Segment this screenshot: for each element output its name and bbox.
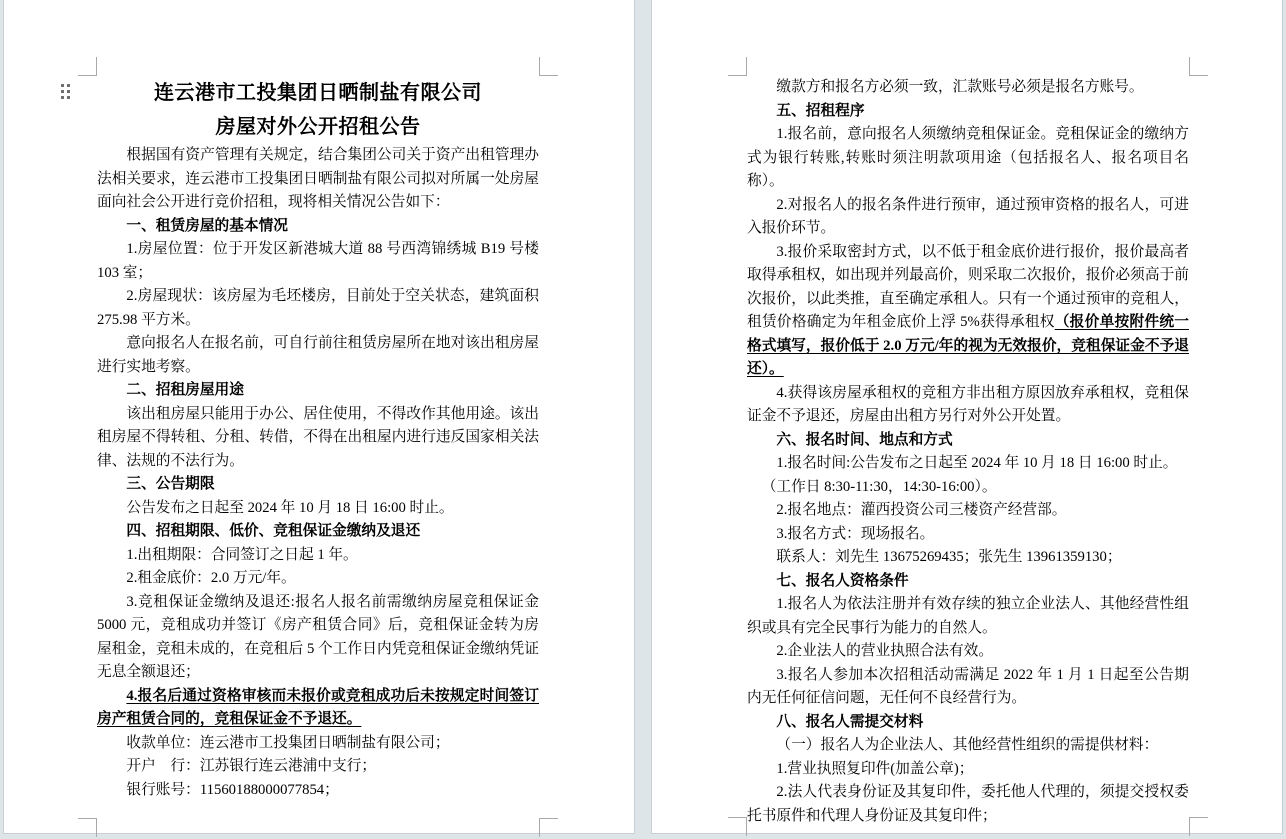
text-run: 二、招租房屋用途 [126, 382, 244, 398]
drag-handle-dot [67, 96, 70, 99]
page-2-paragraphs [747, 76, 1189, 828]
page-1-text [97, 76, 539, 802]
text-run: 开户 行：江苏银行连云港浦中支行； [126, 758, 377, 774]
text-boundary-mark-top-right-icon [1189, 57, 1208, 76]
text-run: 六、报名时间、地点和方式 [776, 431, 953, 448]
text-run: 一、租赁房屋的基本情况 [126, 217, 288, 234]
text-run: 2.法人代表身份证及其复印件，委托他人代理的，须提交授权委托书原件和代理人身份证及其复印件； [747, 784, 1189, 824]
page-1 [3, 0, 635, 834]
paragraph [747, 593, 1189, 640]
text-run: 2.对报名人的报名条件进行预审，通过预审资格的报名人，可进入报价环节。 [747, 196, 1189, 236]
text-run: 1.报名前，意向报名人须缴纳竞租保证金。竞租保证金的缴纳方式为银行转账,转账时须注明款项用途（包括报名人、报名项目名称）。 [747, 126, 1189, 189]
paragraph [747, 734, 1189, 758]
text-run: 缴款方和报名方必须一致，汇款账号必须是报名方账号。 [776, 79, 1144, 95]
text-run: 2.企业法人的营业执照合法有效。 [776, 643, 994, 659]
text-run: 2.租金底价：2.0 万元/年。 [126, 570, 296, 586]
drag-handle-dot [61, 90, 64, 93]
paragraph [97, 332, 539, 379]
text-run: 银行账号：11560188000077854； [126, 781, 339, 798]
text-run: 公告发布之日起至 2024 年 10 月 18 日 16:00 时止。 [126, 499, 454, 516]
paragraph [97, 520, 539, 544]
text-run: 4.获得该房屋承租权的竞租方非出租方原因放弃承租权，竞租保证金不予退还，房屋由出租方另行对外公开处置。 [747, 384, 1189, 424]
drag-handle-icon[interactable] [61, 84, 70, 100]
text-run: 收款单位：连云港市工投集团日晒制盐有限公司； [126, 734, 450, 751]
paragraph [747, 123, 1189, 194]
drag-handle-dot [67, 84, 70, 87]
text-run: 五、招租程序 [776, 102, 865, 119]
paragraph [97, 567, 539, 591]
paragraph [747, 382, 1189, 429]
doc-title-line-2: 房屋对外公开招租公告 [215, 116, 421, 138]
paragraph [747, 452, 1189, 476]
text-run: 3.报价采取密封方式，以不低于租金底价进行报价，报价最高者取得承租权，如出现并列最高价，则采取二次报价，报价必须高于前次报价，以此类推，直至确定承租人。只有一个通过预审的竞租人，租赁价格确定为年租金底价上浮 5%获得承租权 [747, 243, 1189, 330]
page-2 [651, 0, 1283, 834]
text-run: 八、报名人需提交材料 [776, 713, 924, 730]
text-run: 联系人：刘先生 13675269435；张先生 13961359130； [776, 549, 1122, 565]
page-1-paragraphs [97, 144, 539, 802]
text-boundary-mark-bottom-left-icon [78, 818, 97, 837]
text-run: （工作日 8:30-11:30，14:30-16:00）。 [761, 478, 997, 495]
paragraph [97, 732, 539, 756]
text-run: 3.报名方式：现场报名。 [776, 525, 935, 542]
text-run: 三、公告期限 [126, 476, 215, 492]
paragraph [747, 523, 1189, 547]
text-run: 根据国有资产管理有关规定，结合集团公司关于资产出租管理办法相关要求，连云港市工投集团日晒制盐有限公司拟对所属一处房屋面向社会公开进行竞价招租，现将相关情况公告如下： [97, 147, 539, 210]
drag-handle-dot [67, 90, 70, 93]
text-run: （一）报名人为企业法人、其他经营性组织的需提供材料： [776, 737, 1159, 753]
text-run: 1.报名时间:公告发布之日起至 2024 年 10 月 18 日 16:00 时止。 [776, 455, 1178, 471]
text-run: 1.报名人为依法注册并有效存续的独立企业法人、其他经营性组织或具有完全民事行为能力的自然人。 [747, 596, 1189, 636]
paragraph [97, 403, 539, 474]
text-run: 3.报名人参加本次招租活动需满足 2022 年 1 月 1 日起至公告期内无任何征信问题，无任何不良经营行为。 [747, 666, 1189, 706]
paragraph [747, 499, 1189, 523]
text-boundary-mark-bottom-right-icon [1189, 817, 1208, 836]
text-boundary-mark-top-left-icon [728, 57, 747, 76]
text-run: 1.营业执照复印件(加盖公章)； [776, 760, 974, 777]
paragraph [97, 779, 539, 803]
text-run: 该出租房屋只能用于办公、居住使用，不得改作其他用途。该出租房屋不得转租、分租、转借，不得在出租屋内进行违反国家相关法律、法规的不法行为。 [97, 405, 539, 469]
paragraph [97, 685, 539, 732]
paragraph [97, 591, 539, 685]
paragraph [747, 100, 1189, 124]
paragraph [97, 144, 539, 215]
text-run: 1.房屋位置：位于开发区新港城大道 88 号西湾锦绣城 B19 号楼 103 室； [97, 241, 539, 281]
drag-handle-dot [61, 84, 64, 87]
paragraph [97, 215, 539, 239]
text-run: 七、报名人资格条件 [776, 572, 909, 589]
paragraph [747, 476, 1189, 500]
paragraph [97, 238, 539, 285]
paragraph [747, 640, 1189, 664]
text-run: 意向报名人在报名前，可自行前往租赁房屋所在地对该出租房屋进行实地考察。 [97, 335, 539, 375]
paragraph [97, 473, 539, 497]
paragraph [747, 546, 1189, 570]
text-run: 四、招租期限、低价、竞租保证金缴纳及退还 [126, 523, 421, 539]
paragraph [97, 544, 539, 568]
paragraph [97, 379, 539, 403]
text-run: 2.房屋现状：该房屋为毛坯楼房，目前处于空关状态，建筑面积 275.98 平方米。 [97, 288, 539, 328]
page-2-text [747, 76, 1189, 828]
paragraph [747, 758, 1189, 782]
text-run: 3.竞租保证金缴纳及退还:报名人报名前需缴纳房屋竞租保证金 5000 元，竞租成功并签订《房产租赁合同》后，竞租保证金转为房屋租金，竞租未成的，在竞租后 5 个工作日内凭竞租保证金缴纳凭证无息全额退还； [97, 593, 539, 680]
paragraph [97, 497, 539, 521]
paragraph [747, 241, 1189, 382]
text-boundary-mark-bottom-left-icon [728, 817, 747, 836]
paragraph [747, 76, 1189, 100]
text-boundary-mark-top-left-icon [78, 57, 97, 76]
paragraph [747, 194, 1189, 241]
text-run: 4.报名后通过资格审核而未报价或竞租成功后未按规定时间签订房产租赁合同的，竞租保证金不予退还。 [97, 687, 539, 727]
text-run: （报价单按附件统一格式填写，报价低于 2.0 万元/年的视为无效报价，竞租保证金不予退还）。 [747, 314, 1189, 377]
text-run: 1.出租期限：合同签订之日起 1 年。 [126, 546, 358, 563]
paragraph [747, 711, 1189, 735]
paragraph [747, 781, 1189, 828]
drag-handle-dot [61, 96, 64, 99]
text-boundary-mark-bottom-right-icon [539, 818, 558, 837]
paragraph [97, 285, 539, 332]
paragraph [97, 755, 539, 779]
doc-title-line-1: 连云港市工投集团日晒制盐有限公司 [154, 82, 482, 104]
text-boundary-mark-top-right-icon [539, 57, 558, 76]
paragraph [747, 429, 1189, 453]
paragraph [747, 570, 1189, 594]
text-run: 2.报名地点：灌西投资公司三楼资产经营部。 [776, 502, 1067, 518]
paragraph [747, 664, 1189, 711]
